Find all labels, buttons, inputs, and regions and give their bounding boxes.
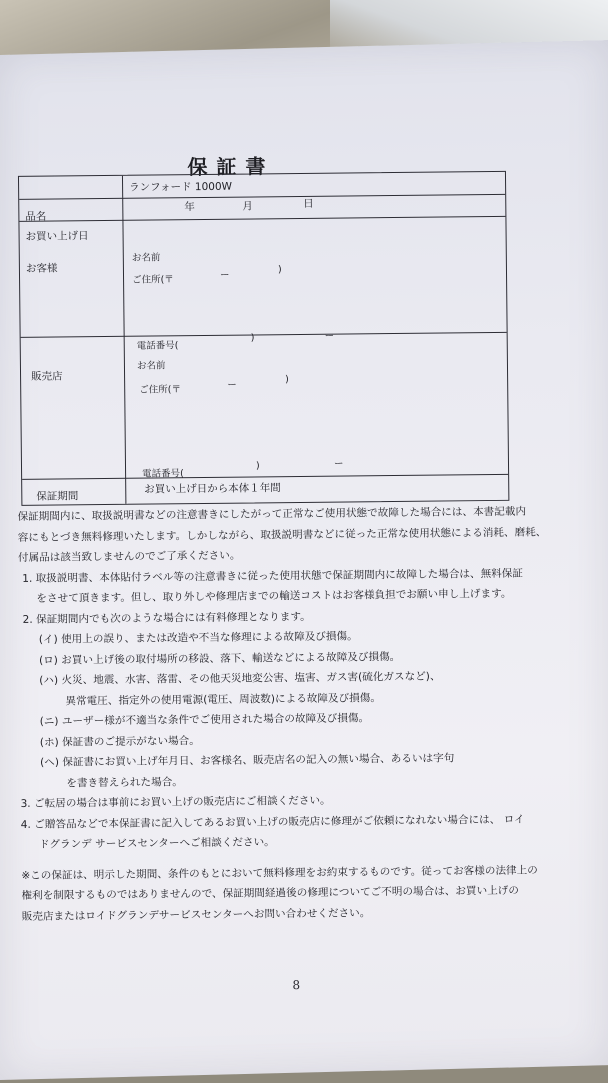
term-sub-ho: (ホ) 保証書のご提示がない場合。 bbox=[39, 734, 200, 749]
term-item-1: 1. 取扱説明書、本体貼付ラベル等の注意書きに従った使用状態で保証期間内に故障した場合は、無料保証 bbox=[22, 567, 524, 585]
customer-name-label: お名前 bbox=[131, 252, 161, 264]
intro-line: 付属品は該当致しませんのでご了承ください。 bbox=[17, 549, 241, 564]
term-sub-ro: (ロ) お買い上げ後の取付場所の移設、落下、輸送などによる故障及び損傷。 bbox=[38, 650, 401, 667]
store-phone-close: ) bbox=[255, 460, 260, 472]
purchase-date-label: お買い上げ日 bbox=[25, 230, 89, 243]
customer-address-label: ご住所(〒 bbox=[132, 274, 174, 286]
customer-phone-dash: ー bbox=[324, 330, 335, 342]
page-number: 8 bbox=[292, 978, 301, 993]
purchase-day: 日 bbox=[303, 197, 314, 210]
term-sub-ha: (ハ) 火災、地震、水害、落雷、その他天災地変公害、塩害、ガス害(硫化ガスなど)、 bbox=[39, 670, 441, 687]
product-value-divider bbox=[122, 176, 123, 198]
warranty-period-value: お買い上げ日から本体１年間 bbox=[144, 482, 281, 496]
term-sub-i: (イ) 使用上の誤り、または改造や不当な修理による故障及び損傷。 bbox=[38, 630, 358, 646]
intro-line: 容にもとづき無料修理いたします。しかしながら、取扱説明書などに従った正常な使用状態による消耗、磨耗、 bbox=[17, 525, 547, 544]
note-line: 権利を制限するものではありませんので、保証期間経過後の修理についてご不明の場合は、お買い上げの bbox=[21, 884, 520, 902]
term-sub-he: (ヘ) 保証書にお買い上げ年月日、お客様名、販売店名の記入の無い場合、あるいは字句 bbox=[40, 752, 455, 769]
store-address-dash: ー bbox=[227, 379, 237, 391]
customer-address-close: ) bbox=[277, 264, 282, 276]
purchase-month: 月 bbox=[242, 200, 253, 213]
row-line-1 bbox=[19, 194, 505, 200]
row-line-2 bbox=[19, 216, 505, 222]
term-sub-ha-cont: 異常電圧、指定外の使用電源(電圧、周波数)による故障及び損傷。 bbox=[65, 691, 381, 707]
warranty-terms bbox=[17, 501, 596, 927]
term-sub-ni: (ニ) ユーザー様が不適当な条件でご使用された場合の故障及び損傷。 bbox=[39, 712, 370, 728]
row-line-3 bbox=[21, 332, 507, 338]
customer-label: お客様 bbox=[25, 262, 58, 275]
store-address-close: ) bbox=[285, 374, 289, 386]
row-line-4 bbox=[22, 474, 508, 480]
term-item-3: 3. ご転居の場合は事前にお買い上げの販売店にご相談ください。 bbox=[20, 794, 331, 810]
term-sub-he-cont: を書き替えられた場合。 bbox=[66, 775, 183, 789]
store-address-label: ご住所(〒 bbox=[139, 384, 181, 396]
note-line: 販売店またはロイドグランデサービスセンターへお問い合わせください。 bbox=[21, 906, 371, 923]
customer-phone-label: 電話番号( bbox=[136, 340, 179, 352]
term-item-2: 2. 保証期間内でも次のような場合には有料修理となります。 bbox=[22, 610, 311, 626]
warranty-period-label: 保証期間 bbox=[36, 490, 79, 503]
store-label: 販売店 bbox=[31, 370, 63, 383]
store-phone-label: 電話番号( bbox=[142, 468, 184, 480]
customer-phone-close: ) bbox=[250, 332, 255, 344]
term-item-1-cont: をさせて頂きます。但し、取り外しや修理店までの輸送コストはお客様負担でお願い申し上げます。 bbox=[36, 587, 512, 605]
warranty-form-table bbox=[18, 171, 509, 506]
column-divider bbox=[122, 198, 126, 504]
term-item-4: 4. ご贈答品などで本保証書に記入してあるお買い上げの販売店に修理がご依頼になれない場合には、 ロイ bbox=[20, 813, 525, 831]
note-line: ※この保証は、明示した期間、条件のもとにおいて無料修理をお約束するものです。従ってお客様の法律上の bbox=[21, 864, 538, 882]
purchase-year: 年 bbox=[184, 201, 195, 214]
product-label: 品名 bbox=[25, 210, 47, 223]
product-value: ランフォード 1000W bbox=[129, 180, 233, 194]
intro-line: 保証期間内に、取扱説明書などの注意書きにしたがって正常なご使用状態で故障した場合には、本書記載内 bbox=[17, 505, 527, 523]
page-title: 保証書 bbox=[187, 154, 275, 180]
term-item-4-cont: ドグランデ サービスセンターへご相談ください。 bbox=[38, 836, 275, 851]
customer-address-dash: ー bbox=[219, 269, 230, 281]
store-phone-dash: ー bbox=[333, 458, 344, 470]
store-name-label: お名前 bbox=[136, 360, 166, 372]
